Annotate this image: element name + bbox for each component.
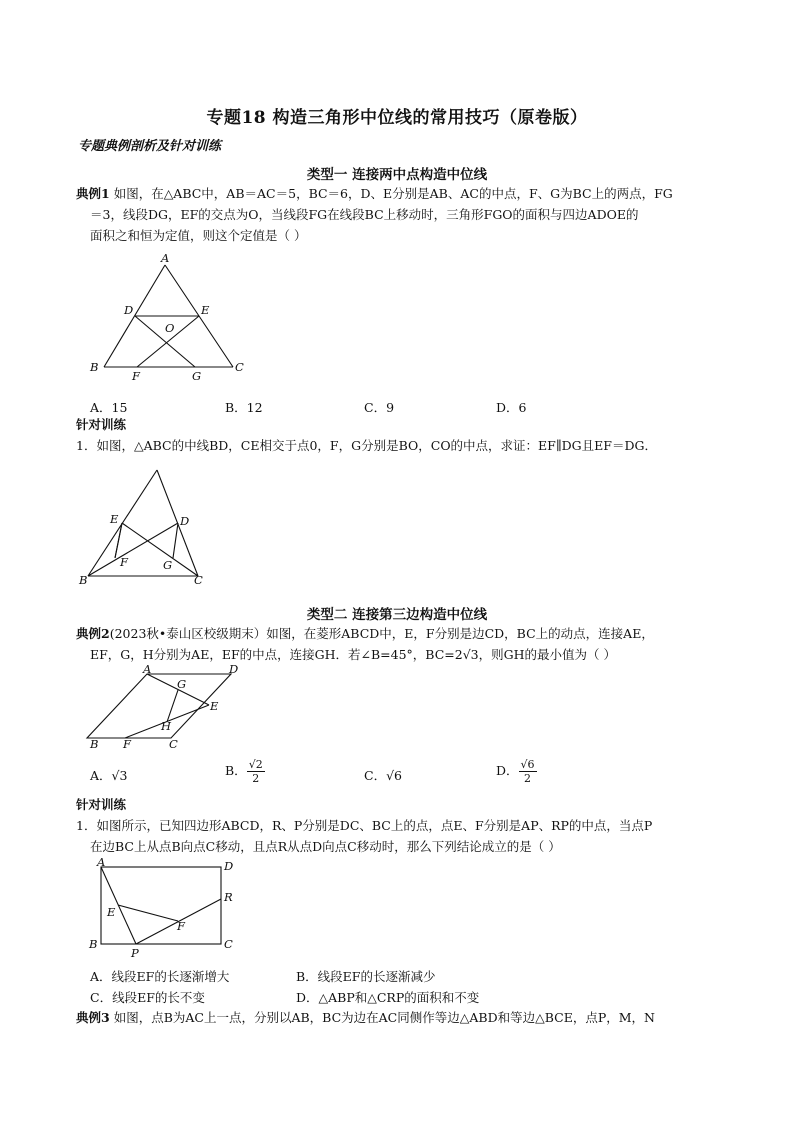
fig2-label-d: D	[180, 514, 190, 528]
type1-heading: 类型一 连接两中点构造中位线	[306, 167, 488, 183]
example2-choice-d-letter: D．	[496, 763, 519, 778]
example3-text	[76, 1007, 746, 1028]
fig3-label-b: B	[90, 737, 99, 751]
frac-b-numerator: √2	[248, 758, 263, 771]
practice2-text	[76, 815, 736, 857]
fig4-label-f: F	[177, 919, 185, 933]
fig4-label-p: P	[131, 946, 139, 960]
example1-choice-d: D．6	[496, 400, 527, 415]
example1-line2: ＝3，线段DG，EF的交点为O，当线段FG在线段BC上移动时，三角形FGO的面积与四边ADOE的	[90, 207, 639, 222]
example1-choice-b: B．12	[225, 400, 263, 415]
example2-choice-c: C．√6	[364, 768, 402, 783]
fig1-label-o: O	[165, 321, 175, 335]
section-tag: 专题典例剖析及针对训练	[78, 139, 222, 154]
fig1-label-b: B	[90, 360, 99, 374]
practice2-choice-c: C．线段EF的长不变	[90, 990, 205, 1005]
example2-choice-b-letter: B．	[225, 763, 247, 778]
practice2-choice-d: D．△ABP和△CRP的面积和不变	[296, 990, 480, 1005]
fig3-label-f: F	[123, 737, 131, 751]
fig1-label-g: G	[192, 369, 202, 383]
practice2-choice-a: A．线段EF的长逐渐增大	[90, 969, 230, 984]
example1-line1: 如图，在△ABC中，AB＝AC＝5，BC＝6，D、E分别是AB、AC的中点，F、G为BC上的两点，FG	[113, 186, 673, 201]
fig4-label-e: E	[107, 905, 116, 919]
practice1-label: 针对训练	[76, 417, 127, 432]
example2-line2: EF，G，H分别为AE，EF的中点，连接GH．若∠B=45°，BC=2√3，则GH的最小值为（ ）	[90, 647, 616, 662]
fig3-label-h: H	[161, 719, 172, 733]
example1-line3: 面积之和恒为定值，则这个定值是（ ）	[90, 228, 307, 243]
example3-label: 典例3	[76, 1010, 110, 1025]
fig2-label-e: E	[110, 512, 119, 526]
fig1-label-d: D	[124, 303, 134, 317]
fig3-label-e: E	[210, 699, 219, 713]
example2-line1: (2023秋•泰山区校级期末）如图，在菱形ABCD中，E，F分别是边CD，BC上的动点，连接AE，	[109, 626, 654, 641]
fig1-label-a: A	[161, 251, 170, 265]
figure-median-triangle	[76, 462, 216, 590]
practice2-choice-b: B．线段EF的长逐渐减少	[296, 969, 436, 984]
example1-text	[76, 183, 726, 246]
fig1-label-c: C	[235, 360, 244, 374]
fig4-label-r: R	[224, 890, 233, 904]
practice2-line1: 1．如图所示，已知四边形ABCD，R、P分别是DC、BC上的点，点E、F分别是AP、RP的中点，当点P	[76, 818, 653, 833]
fraction-sqrt2-over-2	[247, 758, 265, 785]
example1-choice-a: A．15	[90, 400, 128, 415]
page-title: 专题18 构造三角形中位线的常用技巧（原卷版）	[206, 108, 588, 128]
fig2-label-g: G	[163, 558, 173, 572]
fig1-label-f: F	[132, 369, 140, 383]
practice2-line2: 在边BC上从点B向点C移动，且点R从点D向点C移动时，那么下列结论成立的是（ ）	[90, 839, 561, 854]
fig3-label-d: D	[229, 664, 239, 676]
figure-triangle-midline	[80, 250, 255, 385]
practice1-text: 1．如图，△ABC的中线BD，CE相交于点0，F，G分别是BO，CO的中点，求证：EF∥DG且EF＝DG．	[76, 438, 657, 453]
practice2-label: 针对训练	[76, 797, 127, 812]
figure-quadrilateral	[86, 858, 246, 960]
type2-heading: 类型二 连接第三边构造中位线	[306, 607, 488, 623]
fig3-label-a: A	[143, 664, 152, 676]
example3-line1: 如图，点B为AC上一点，分别以AB，BC为边在AC同侧作等边△ABD和等边△BCE，点P，M，N	[113, 1010, 655, 1025]
fig4-label-c: C	[224, 937, 233, 951]
example2-choice-a: A．√3	[90, 768, 128, 783]
fraction-sqrt6-over-2	[519, 758, 537, 785]
fig4-label-d: D	[224, 859, 234, 873]
fig2-label-f: F	[120, 555, 128, 569]
figure-rhombus	[85, 664, 245, 752]
fig1-label-e: E	[201, 303, 210, 317]
example1-choice-c: C．9	[364, 400, 395, 415]
fig2-label-c: C	[194, 573, 203, 587]
fig2-label-b: B	[79, 573, 88, 587]
fig3-label-g: G	[177, 677, 187, 691]
example2-text	[76, 623, 736, 665]
fig4-label-b: B	[89, 937, 98, 951]
frac-d-denominator: 2	[524, 772, 532, 785]
example1-label: 典例1	[76, 186, 110, 201]
example2-label: 典例2	[76, 626, 110, 641]
fig3-label-c: C	[169, 737, 178, 751]
frac-b-denominator: 2	[252, 772, 260, 785]
fig4-label-a: A	[97, 858, 106, 869]
frac-d-numerator: √6	[520, 758, 535, 771]
example2-choice-d	[496, 758, 537, 785]
example2-choice-b	[225, 758, 265, 785]
